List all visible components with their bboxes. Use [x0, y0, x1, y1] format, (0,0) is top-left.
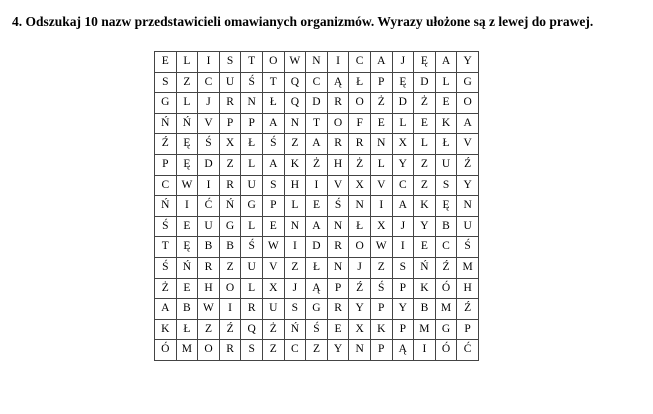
grid-cell[interactable]: S: [262, 175, 284, 196]
grid-cell[interactable]: K: [414, 196, 436, 217]
grid-cell[interactable]: N: [327, 216, 349, 237]
grid-cell[interactable]: X: [349, 319, 371, 340]
grid-cell[interactable]: P: [457, 319, 479, 340]
grid-cell[interactable]: I: [327, 52, 349, 73]
grid-cell[interactable]: P: [262, 196, 284, 217]
grid-row: [155, 216, 479, 237]
grid-cell[interactable]: G: [241, 196, 263, 217]
grid-cell[interactable]: A: [370, 52, 392, 73]
grid-cell[interactable]: O: [327, 113, 349, 134]
grid-cell[interactable]: Ż: [306, 154, 328, 175]
grid-cell[interactable]: E: [435, 93, 457, 114]
grid-cell[interactable]: Ś: [306, 319, 328, 340]
grid-cell[interactable]: V: [327, 175, 349, 196]
grid-cell[interactable]: I: [219, 299, 241, 320]
grid-row: [155, 278, 479, 299]
grid-cell[interactable]: I: [284, 237, 306, 258]
grid-cell[interactable]: I: [392, 237, 414, 258]
grid-cell[interactable]: R: [219, 93, 241, 114]
grid-cell[interactable]: Ś: [155, 257, 177, 278]
grid-row: [155, 319, 479, 340]
grid-cell[interactable]: M: [176, 340, 198, 361]
grid-cell[interactable]: Ł: [262, 93, 284, 114]
grid-cell[interactable]: Y: [392, 299, 414, 320]
grid-cell[interactable]: R: [219, 340, 241, 361]
grid-cell[interactable]: Ś: [262, 134, 284, 155]
grid-cell[interactable]: V: [370, 175, 392, 196]
grid-cell[interactable]: C: [349, 52, 371, 73]
grid-cell[interactable]: G: [435, 319, 457, 340]
grid-cell[interactable]: A: [306, 216, 328, 237]
grid-cell[interactable]: P: [392, 319, 414, 340]
grid-cell[interactable]: I: [414, 340, 436, 361]
grid-row: [155, 175, 479, 196]
grid-cell[interactable]: Z: [414, 175, 436, 196]
grid-cell[interactable]: I: [370, 196, 392, 217]
grid-cell[interactable]: C: [284, 340, 306, 361]
grid-cell[interactable]: C: [435, 237, 457, 258]
grid-cell[interactable]: U: [241, 175, 263, 196]
grid-cell[interactable]: R: [219, 175, 241, 196]
grid-cell[interactable]: K: [284, 154, 306, 175]
grid-cell[interactable]: S: [284, 299, 306, 320]
grid-cell[interactable]: S: [435, 175, 457, 196]
grid-cell[interactable]: E: [327, 319, 349, 340]
grid-cell[interactable]: X: [349, 175, 371, 196]
grid-cell[interactable]: Ć: [457, 340, 479, 361]
grid-cell[interactable]: Ę: [392, 72, 414, 93]
grid-cell[interactable]: Ż: [349, 154, 371, 175]
grid-cell[interactable]: G: [155, 93, 177, 114]
grid-cell[interactable]: L: [414, 134, 436, 155]
grid-cell[interactable]: U: [262, 299, 284, 320]
grid-cell[interactable]: M: [414, 319, 436, 340]
grid-cell[interactable]: Ź: [435, 257, 457, 278]
grid-cell[interactable]: B: [219, 237, 241, 258]
grid-cell[interactable]: Z: [284, 257, 306, 278]
grid-cell[interactable]: L: [435, 72, 457, 93]
grid-cell[interactable]: Ę: [435, 196, 457, 217]
grid-cell[interactable]: E: [306, 196, 328, 217]
grid-cell[interactable]: Ó: [435, 340, 457, 361]
grid-cell[interactable]: L: [284, 196, 306, 217]
grid-cell[interactable]: Ó: [435, 278, 457, 299]
grid-row: [155, 93, 479, 114]
grid-cell[interactable]: A: [262, 154, 284, 175]
grid-cell[interactable]: L: [241, 278, 263, 299]
grid-cell[interactable]: A: [262, 113, 284, 134]
grid-cell[interactable]: Ś: [241, 72, 263, 93]
grid-cell[interactable]: W: [284, 52, 306, 73]
grid-cell[interactable]: H: [457, 278, 479, 299]
grid-cell[interactable]: Ę: [176, 237, 198, 258]
grid-cell[interactable]: H: [327, 154, 349, 175]
grid-cell[interactable]: P: [155, 154, 177, 175]
grid-cell[interactable]: A: [392, 196, 414, 217]
grid-cell[interactable]: R: [327, 237, 349, 258]
grid-cell[interactable]: N: [284, 216, 306, 237]
grid-cell[interactable]: Ł: [435, 134, 457, 155]
task-title: 4. Odszukaj 10 nazw przedstawicieli omawianych organizmów. Wyrazy ułożone są z lewej do prawej.: [12, 14, 594, 29]
grid-cell[interactable]: R: [327, 134, 349, 155]
grid-cell[interactable]: N: [284, 113, 306, 134]
grid-cell[interactable]: S: [219, 52, 241, 73]
grid-cell[interactable]: A: [435, 52, 457, 73]
grid-cell[interactable]: H: [198, 278, 220, 299]
grid-cell[interactable]: T: [155, 237, 177, 258]
grid-cell[interactable]: Z: [414, 154, 436, 175]
grid-cell[interactable]: E: [414, 237, 436, 258]
grid-cell[interactable]: Ń: [176, 257, 198, 278]
grid-cell[interactable]: Q: [284, 72, 306, 93]
grid-cell[interactable]: Ł: [349, 216, 371, 237]
grid-cell[interactable]: V: [457, 134, 479, 155]
grid-row: [155, 72, 479, 93]
grid-cell[interactable]: N: [241, 93, 263, 114]
grid-cell[interactable]: Ś: [457, 237, 479, 258]
grid-cell[interactable]: G: [306, 299, 328, 320]
grid-cell[interactable]: Ń: [284, 319, 306, 340]
grid-cell[interactable]: Z: [219, 154, 241, 175]
grid-cell[interactable]: Y: [349, 299, 371, 320]
grid-cell[interactable]: L: [392, 113, 414, 134]
grid-cell[interactable]: P: [219, 113, 241, 134]
grid-cell[interactable]: Ł: [241, 134, 263, 155]
grid-cell[interactable]: U: [457, 216, 479, 237]
grid-cell[interactable]: W: [262, 237, 284, 258]
grid-cell[interactable]: E: [414, 113, 436, 134]
grid-cell[interactable]: H: [284, 175, 306, 196]
grid-cell[interactable]: Z: [306, 340, 328, 361]
grid-row: [155, 134, 479, 155]
grid-cell[interactable]: S: [155, 72, 177, 93]
grid-cell[interactable]: Q: [284, 93, 306, 114]
grid-cell[interactable]: C: [392, 175, 414, 196]
grid-cell[interactable]: O: [198, 340, 220, 361]
grid-cell[interactable]: Ś: [241, 237, 263, 258]
grid-cell[interactable]: R: [349, 134, 371, 155]
grid-cell[interactable]: L: [176, 52, 198, 73]
grid-cell[interactable]: W: [176, 175, 198, 196]
grid-cell[interactable]: C: [198, 72, 220, 93]
grid-cell[interactable]: Ż: [370, 93, 392, 114]
grid-cell[interactable]: W: [198, 299, 220, 320]
grid-cell[interactable]: A: [155, 299, 177, 320]
grid-cell[interactable]: X: [392, 134, 414, 155]
grid-cell[interactable]: G: [457, 72, 479, 93]
grid-cell[interactable]: Ń: [176, 113, 198, 134]
grid-cell[interactable]: M: [435, 299, 457, 320]
grid-cell[interactable]: Ź: [457, 154, 479, 175]
grid-cell[interactable]: Y: [414, 216, 436, 237]
grid-cell[interactable]: O: [262, 52, 284, 73]
grid-cell[interactable]: R: [327, 299, 349, 320]
grid-cell[interactable]: S: [392, 257, 414, 278]
grid-cell[interactable]: Ę: [176, 134, 198, 155]
grid-cell[interactable]: J: [392, 216, 414, 237]
grid-cell[interactable]: P: [370, 72, 392, 93]
grid-cell[interactable]: Ś: [327, 196, 349, 217]
grid-cell[interactable]: F: [349, 113, 371, 134]
grid-row: [155, 299, 479, 320]
grid-cell[interactable]: L: [176, 93, 198, 114]
grid-cell[interactable]: A: [306, 134, 328, 155]
grid-cell[interactable]: U: [435, 154, 457, 175]
grid-cell[interactable]: E: [176, 278, 198, 299]
grid-cell[interactable]: K: [370, 319, 392, 340]
grid-row: [155, 237, 479, 258]
grid-row: [155, 52, 479, 73]
grid-cell[interactable]: Ż: [155, 278, 177, 299]
grid-row: [155, 340, 479, 361]
grid-cell[interactable]: N: [327, 257, 349, 278]
grid-cell[interactable]: B: [414, 299, 436, 320]
grid-cell[interactable]: Ż: [414, 93, 436, 114]
grid-cell[interactable]: P: [392, 278, 414, 299]
grid-cell[interactable]: D: [306, 93, 328, 114]
grid-cell[interactable]: Ń: [219, 196, 241, 217]
grid-cell[interactable]: R: [241, 299, 263, 320]
grid-cell[interactable]: G: [219, 216, 241, 237]
grid-cell[interactable]: D: [392, 93, 414, 114]
grid-cell[interactable]: Ł: [176, 319, 198, 340]
grid-cell[interactable]: Y: [392, 154, 414, 175]
grid-cell[interactable]: Ę: [176, 154, 198, 175]
grid-cell[interactable]: P: [241, 113, 263, 134]
grid-cell[interactable]: Q: [241, 319, 263, 340]
grid-cell[interactable]: C: [155, 175, 177, 196]
grid-cell[interactable]: O: [349, 93, 371, 114]
grid-cell[interactable]: Ą: [392, 340, 414, 361]
grid-cell[interactable]: W: [370, 237, 392, 258]
grid-cell[interactable]: E: [262, 216, 284, 237]
grid-cell[interactable]: M: [457, 257, 479, 278]
grid-cell[interactable]: K: [155, 319, 177, 340]
grid-cell[interactable]: O: [219, 278, 241, 299]
grid-cell[interactable]: Ź: [349, 278, 371, 299]
grid-cell[interactable]: Ż: [262, 319, 284, 340]
grid-cell[interactable]: E: [176, 216, 198, 237]
grid-cell[interactable]: R: [327, 93, 349, 114]
grid-cell[interactable]: N: [457, 196, 479, 217]
grid-cell[interactable]: I: [198, 175, 220, 196]
grid-cell[interactable]: D: [198, 154, 220, 175]
grid-cell[interactable]: P: [370, 340, 392, 361]
grid-cell[interactable]: S: [241, 340, 263, 361]
grid-cell[interactable]: N: [306, 52, 328, 73]
grid-cell[interactable]: Ć: [198, 196, 220, 217]
grid-cell[interactable]: U: [198, 216, 220, 237]
grid-cell[interactable]: X: [262, 278, 284, 299]
grid-cell[interactable]: Ś: [155, 216, 177, 237]
grid-cell[interactable]: O: [349, 237, 371, 258]
grid-cell[interactable]: E: [370, 113, 392, 134]
grid-cell[interactable]: Ś: [370, 278, 392, 299]
grid-cell[interactable]: N: [349, 340, 371, 361]
grid-cell[interactable]: X: [219, 134, 241, 155]
grid-cell[interactable]: R: [198, 257, 220, 278]
grid-cell[interactable]: Z: [284, 134, 306, 155]
grid-cell[interactable]: Ń: [155, 113, 177, 134]
grid-cell[interactable]: Z: [370, 257, 392, 278]
grid-cell[interactable]: A: [457, 113, 479, 134]
grid-row: [155, 113, 479, 134]
grid-cell[interactable]: O: [457, 93, 479, 114]
grid-cell[interactable]: Ą: [327, 72, 349, 93]
grid-cell[interactable]: Ł: [349, 72, 371, 93]
grid-cell[interactable]: J: [349, 257, 371, 278]
grid-cell[interactable]: E: [155, 52, 177, 73]
grid-cell[interactable]: I: [198, 52, 220, 73]
grid-cell[interactable]: Ź: [219, 319, 241, 340]
grid-cell[interactable]: N: [370, 134, 392, 155]
grid-cell[interactable]: T: [306, 113, 328, 134]
grid-cell[interactable]: T: [262, 72, 284, 93]
grid-cell[interactable]: T: [241, 52, 263, 73]
grid-cell[interactable]: Ń: [414, 257, 436, 278]
grid-cell[interactable]: U: [241, 257, 263, 278]
grid-cell[interactable]: Ę: [414, 52, 436, 73]
grid-cell[interactable]: L: [370, 154, 392, 175]
grid-row: [155, 154, 479, 175]
grid-cell[interactable]: J: [198, 93, 220, 114]
grid-cell[interactable]: Z: [198, 319, 220, 340]
word-search-grid: [154, 51, 479, 361]
grid-cell[interactable]: D: [414, 72, 436, 93]
grid-cell[interactable]: L: [241, 216, 263, 237]
grid-cell[interactable]: Y: [327, 340, 349, 361]
grid-cell[interactable]: K: [414, 278, 436, 299]
grid-cell[interactable]: J: [284, 278, 306, 299]
grid-cell[interactable]: Y: [457, 175, 479, 196]
grid-cell[interactable]: V: [198, 113, 220, 134]
grid-cell[interactable]: Ń: [155, 196, 177, 217]
grid-cell[interactable]: C: [306, 72, 328, 93]
grid-cell[interactable]: Ą: [306, 278, 328, 299]
grid-cell[interactable]: I: [306, 175, 328, 196]
grid-cell[interactable]: Ó: [155, 340, 177, 361]
grid-cell[interactable]: Z: [262, 340, 284, 361]
grid-cell[interactable]: B: [435, 216, 457, 237]
grid-cell[interactable]: Y: [457, 52, 479, 73]
grid-cell[interactable]: D: [306, 237, 328, 258]
grid-cell[interactable]: Z: [176, 72, 198, 93]
grid-cell[interactable]: X: [370, 216, 392, 237]
grid-cell[interactable]: V: [262, 257, 284, 278]
grid-cell[interactable]: Ł: [306, 257, 328, 278]
grid-cell[interactable]: Ź: [155, 134, 177, 155]
grid-cell[interactable]: N: [349, 196, 371, 217]
grid-cell[interactable]: U: [219, 72, 241, 93]
grid-cell[interactable]: Ś: [198, 134, 220, 155]
grid-cell[interactable]: P: [327, 278, 349, 299]
grid-cell[interactable]: P: [370, 299, 392, 320]
grid-cell[interactable]: I: [176, 196, 198, 217]
grid-cell[interactable]: L: [241, 154, 263, 175]
grid-cell[interactable]: B: [176, 299, 198, 320]
grid-cell[interactable]: Ź: [457, 299, 479, 320]
grid-cell[interactable]: J: [392, 52, 414, 73]
grid-row: [155, 257, 479, 278]
grid-row: [155, 196, 479, 217]
grid-cell[interactable]: K: [435, 113, 457, 134]
grid-cell[interactable]: Z: [219, 257, 241, 278]
grid-cell[interactable]: B: [198, 237, 220, 258]
